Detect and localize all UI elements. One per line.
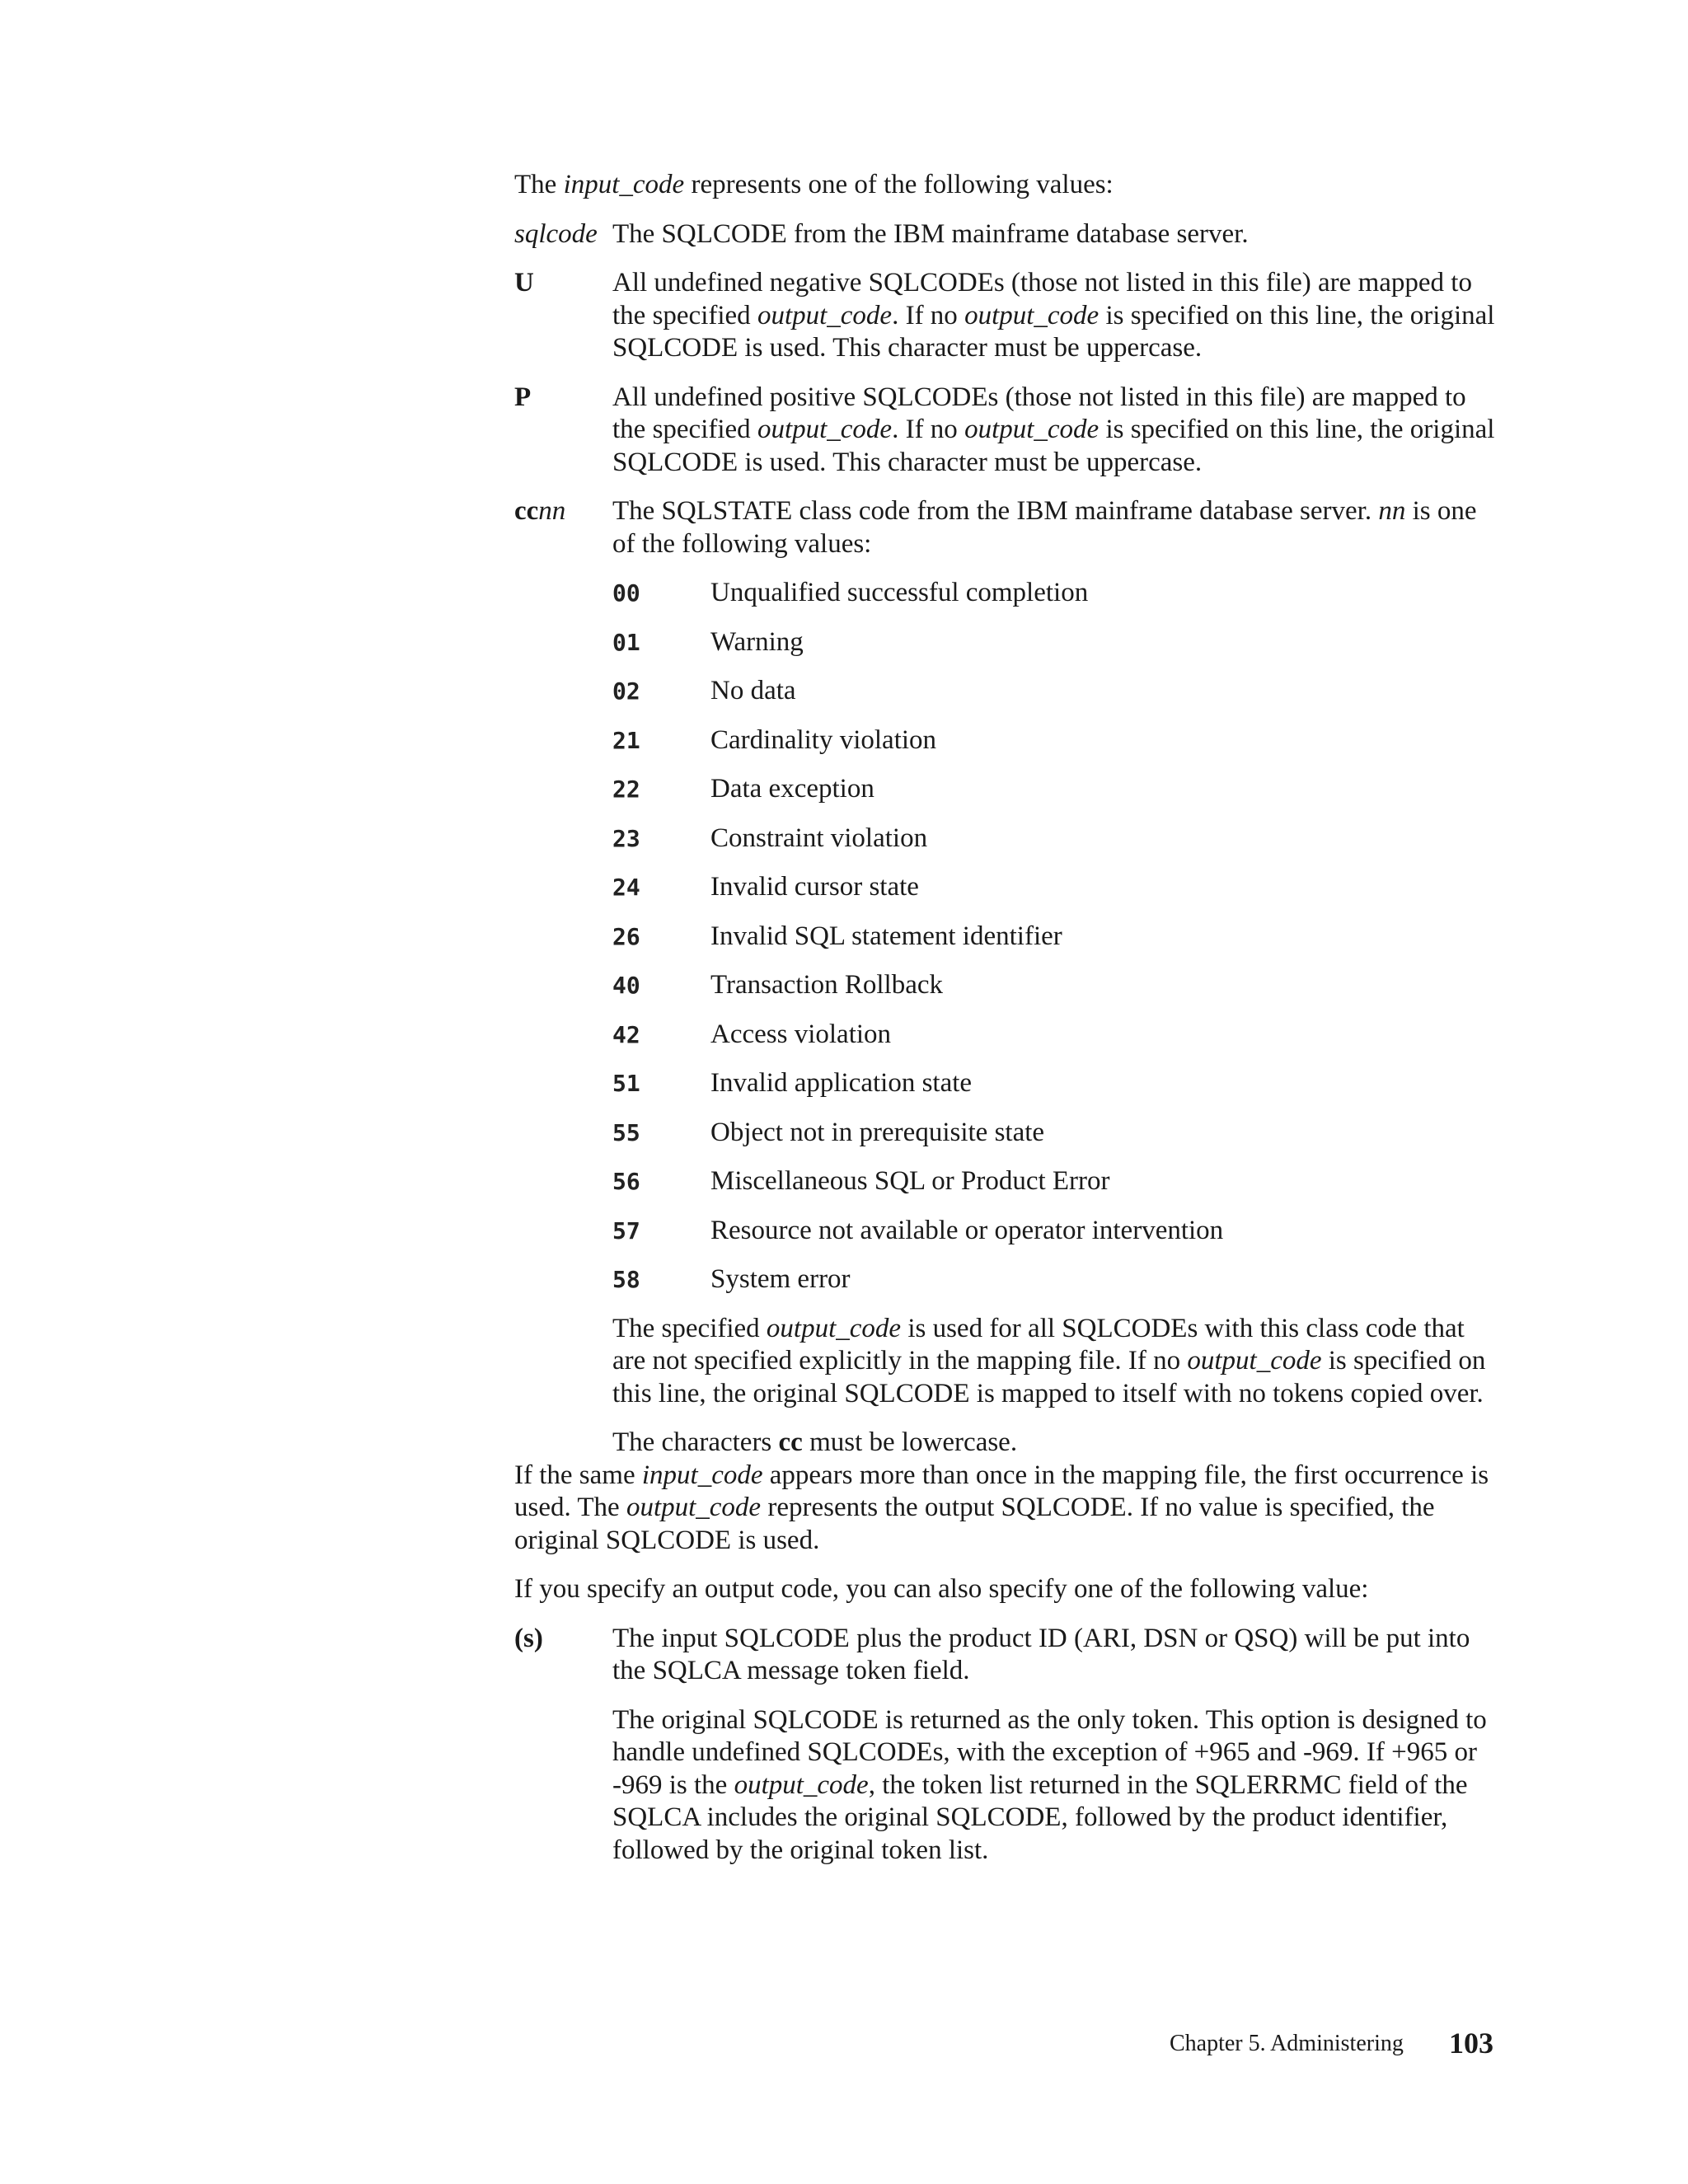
class-code-description: System error	[710, 1264, 851, 1294]
italic-term: output_code	[1187, 1346, 1322, 1376]
class-code: 40	[612, 972, 640, 999]
class-code-row	[612, 1019, 1503, 1052]
s-description-1: The input SQLCODE plus the product ID (ARI, DSN or QSQ) will be put into the SQLCA message token field.	[612, 1623, 1470, 1685]
class-code-row	[612, 675, 1503, 708]
text-run: If the same	[514, 1460, 642, 1490]
italic-term: output_code	[964, 300, 1100, 330]
class-code: 56	[612, 1168, 640, 1195]
intro-text	[514, 169, 1503, 202]
class-code: 51	[612, 1070, 640, 1097]
entry-term: P	[514, 382, 532, 412]
intro-pre: The	[514, 170, 564, 199]
class-code-row	[612, 577, 1503, 610]
italic-term: nn	[1378, 496, 1406, 526]
class-code-row	[612, 1067, 1503, 1100]
class-code-description: Transaction Rollback	[710, 970, 943, 1000]
italic-term: output_code	[626, 1493, 762, 1522]
class-code-row	[612, 773, 1503, 806]
class-code: 23	[612, 824, 640, 852]
s-description-2	[612, 1704, 1503, 1868]
entry-description	[612, 495, 1503, 1460]
text-run: , the token list returned in the SQLERRMC field of the SQLCA includes the original SQLCODE, followed by the product identifier, followed by the original token list.	[612, 1769, 1468, 1865]
text-run: The specified	[612, 1313, 767, 1343]
text-run: . If no	[892, 300, 965, 330]
class-code-row	[612, 1117, 1503, 1150]
text-run: must be lowercase.	[802, 1427, 1018, 1457]
page-footer	[1170, 2026, 1499, 2059]
entry-term	[514, 495, 612, 1460]
class-code-row	[612, 921, 1503, 954]
class-code-row	[612, 626, 1503, 659]
entry-s	[514, 1623, 1503, 1868]
duplicate-input-paragraph	[514, 1460, 1503, 1558]
text-run: The SQLSTATE class code from the IBM mainframe database server.	[612, 496, 1379, 526]
class-code-row	[612, 823, 1503, 855]
class-code: 21	[612, 726, 640, 754]
term-bold: cc	[514, 496, 539, 526]
text-run: appears more than once in the mapping file, the first occurrence is used. The	[514, 1460, 1489, 1522]
entry-ccnn	[514, 495, 1503, 1460]
entry-term: sqlcode	[514, 218, 598, 249]
intro-term: input_code	[563, 170, 685, 199]
class-code: 57	[612, 1216, 640, 1244]
class-code-description: Access violation	[710, 1019, 892, 1049]
class-code: 02	[612, 677, 640, 705]
text-run: . If no	[892, 415, 965, 444]
entry-u	[514, 267, 1503, 365]
italic-term: output_code	[766, 1313, 902, 1343]
class-code-description: Unqualified successful completion	[710, 578, 1089, 607]
entry-p	[514, 382, 1503, 480]
class-code: 55	[612, 1118, 640, 1146]
class-code: 42	[612, 1020, 640, 1048]
entry-sqlcode	[514, 218, 1503, 251]
class-code: 22	[612, 776, 640, 803]
class-code-row	[612, 724, 1503, 757]
term-italic: nn	[538, 496, 566, 526]
class-code-description: Constraint violation	[710, 823, 928, 853]
text-run: All undefined negative SQLCODEs (those not listed in this file) are mapped to the specified	[612, 268, 1472, 330]
text-run: The original SQLCODE is returned as the only token. This option is designed to handle undefined SQLCODEs, with the exception of +965 and -969. If +965 or -969 is the	[612, 1704, 1487, 1800]
entry-term: U	[514, 268, 534, 298]
document-body	[514, 169, 1503, 1883]
class-code-row	[612, 1263, 1503, 1296]
class-code-row	[612, 969, 1503, 1002]
entry-term: (s)	[514, 1623, 543, 1653]
class-code-row	[612, 871, 1503, 904]
class-code-description: Warning	[710, 626, 804, 657]
italic-term: input_code	[641, 1460, 763, 1490]
class-code-row	[612, 1215, 1503, 1248]
italic-term: output_code	[734, 1769, 869, 1800]
entry-description: The SQLCODE from the IBM mainframe database server.	[612, 218, 1249, 249]
text-run: is specified on this line, the original SQLCODE is used. This character must be uppercase.	[612, 300, 1495, 363]
text-run: represents the output SQLCODE. If no value is specified, the original SQLCODE is used.	[514, 1493, 1435, 1555]
class-code-description: Data exception	[710, 774, 874, 804]
class-code-description: Resource not available or operator intervention	[710, 1215, 1224, 1245]
bold-term: cc	[778, 1427, 803, 1457]
entry-description	[612, 382, 1503, 480]
text-run: is specified on this line, the original SQLCODE is mapped to itself with no tokens copied over.	[612, 1346, 1486, 1408]
page-number: 103	[1449, 2027, 1493, 2060]
class-code: 01	[612, 628, 640, 656]
class-code: 26	[612, 922, 640, 950]
class-code-note	[612, 1313, 1503, 1411]
output-code-paragraph: If you specify an output code, you can also specify one of the following value:	[514, 1574, 1369, 1604]
italic-term: output_code	[964, 415, 1100, 444]
italic-term: output_code	[757, 300, 893, 330]
intro-post: represents one of the following values:	[684, 170, 1114, 199]
class-code-row	[612, 1165, 1503, 1198]
class-code-description: Invalid SQL statement identifier	[710, 921, 1062, 951]
class-code: 24	[612, 874, 640, 901]
class-code-description: No data	[710, 676, 796, 705]
entry-description	[612, 267, 1503, 365]
text-run: is one of the following values:	[612, 496, 1477, 559]
class-code-description: Invalid cursor state	[710, 872, 919, 902]
chapter-title: Chapter 5. Administering	[1170, 2031, 1404, 2056]
class-code-description: Object not in prerequisite state	[710, 1117, 1045, 1147]
class-code-description: Miscellaneous SQL or Product Error	[710, 1166, 1110, 1196]
class-code-description: Invalid application state	[710, 1068, 973, 1098]
text-run: The characters	[612, 1427, 779, 1457]
italic-term: output_code	[757, 415, 893, 444]
text-run: All undefined positive SQLCODEs (those not listed in this file) are mapped to the specified	[612, 382, 1466, 444]
ccnn-intro	[612, 495, 1503, 560]
class-code-description: Cardinality violation	[710, 724, 937, 755]
lowercase-note	[612, 1427, 1503, 1460]
class-code: 00	[612, 579, 640, 607]
text-run: is used for all SQLCODEs with this class code that are not specified explicitly in the mapping file. If no	[612, 1313, 1465, 1376]
entry-description	[612, 1623, 1503, 1868]
class-code-list	[612, 577, 1503, 1296]
text-run: is specified on this line, the original SQLCODE is used. This character must be uppercase.	[612, 415, 1495, 477]
class-code: 58	[612, 1266, 640, 1293]
